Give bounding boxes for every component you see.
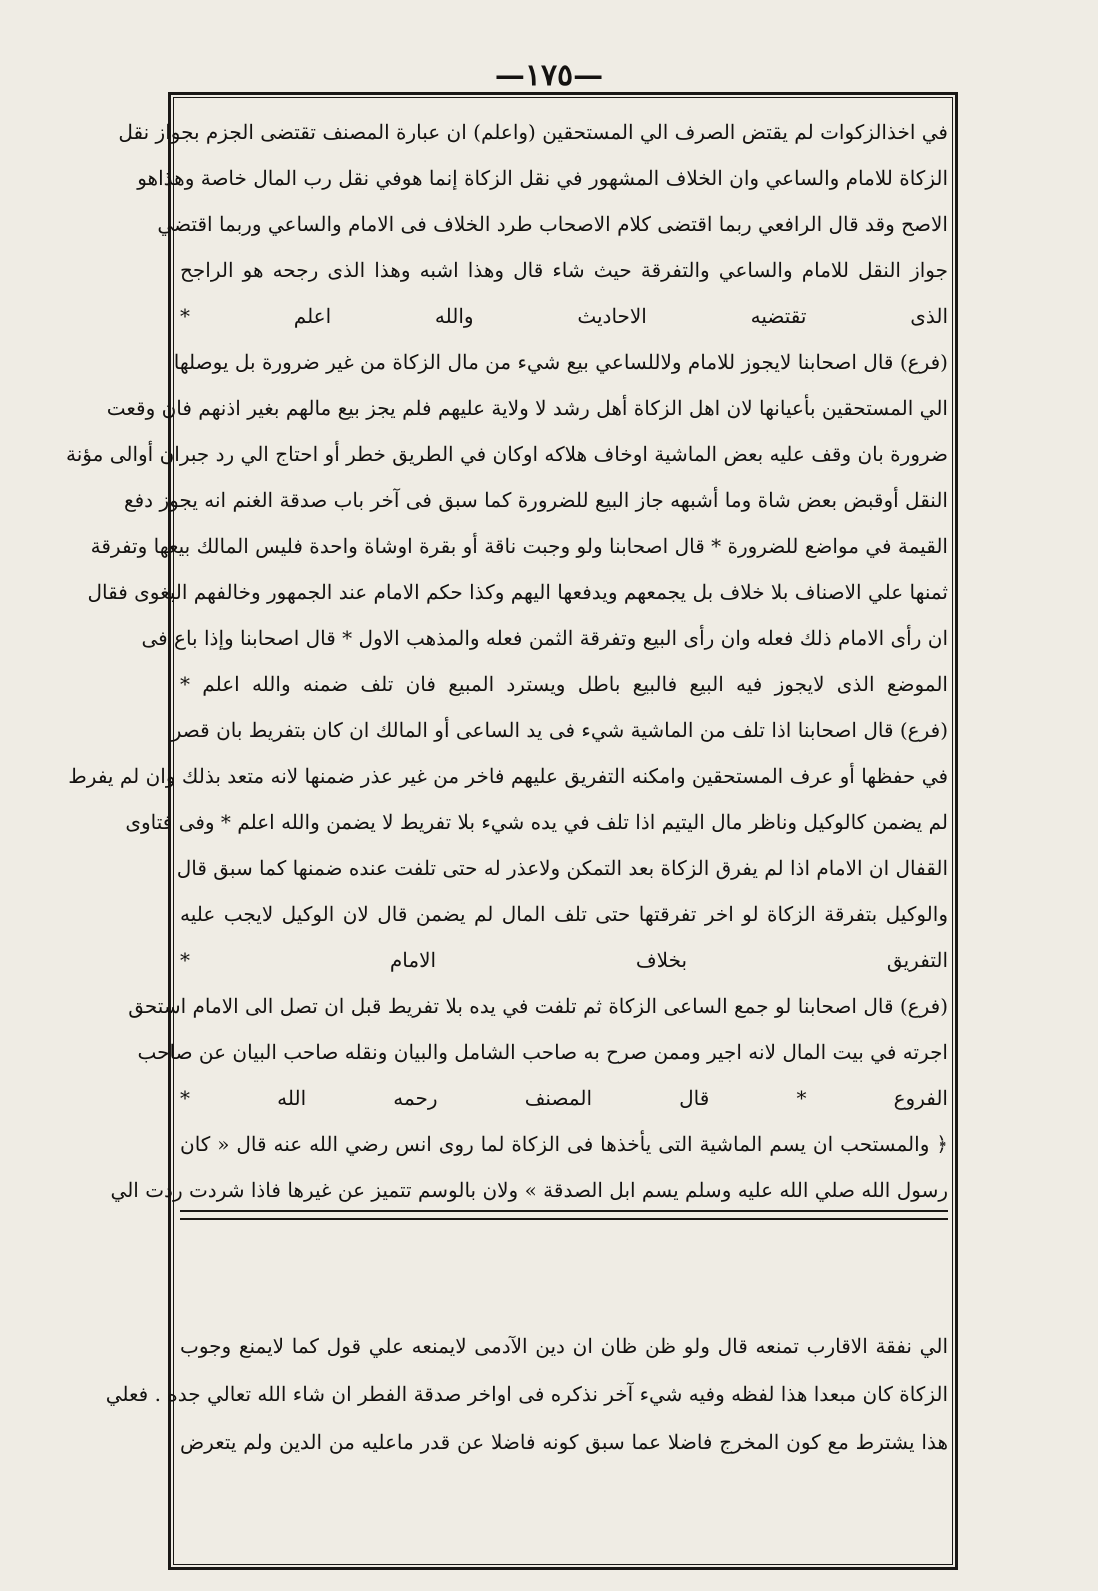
text-line: الي المستحقين بأعيانها لان اهل الزكاة أهل رشد لا ولاية عليهم فلم يجز بيع مالهم بغير اذنهم فان وقعت: [106, 396, 948, 420]
text-line: ثمنها علي الاصناف بلا خلاف بل يجمعهم ويدفعها اليهم وكذا حكم الامام عند الجمهور وخالفهم البغوى فقال: [87, 580, 948, 604]
text-line: اجرته في بيت المال لانه اجير وممن صرح به صاحب الشامل والبيان ونقله صاحب البيان عن صاحب: [137, 1040, 948, 1064]
page-number: —١٧٥—: [494, 58, 604, 93]
footnote-separator: [180, 1210, 948, 1212]
footnote-line: الزكاة كان مبعدا هذا لفظه وفيه شيء آخر نذكره فى اواخر صدقة الفطر ان شاء الله تعالي جده . فعلي: [105, 1382, 948, 1406]
text-line: لم يضمن كالوكيل وناظر مال اليتيم اذا تلف في يده شيء بلا تفريط لا يضمن والله اعلم * وفى فتاوى: [125, 810, 948, 834]
text-line: الذى تقتضيه الاحاديث والله اعلم *: [180, 304, 948, 328]
text-line: في اخذالزكوات لم يقتض الصرف الي المستحقين (واعلم) ان عبارة المصنف تقتضى الجزم بجواز نقل: [118, 120, 948, 144]
text-line: (فرع) قال اصحابنا لو جمع الساعى الزكاة ثم تلفت في يده بلا تفريط قبل ان تصل الى الامام استحق: [128, 994, 948, 1018]
footnote-separator: [180, 1218, 948, 1220]
text-line: النقل أوقبض بعض شاة وما أشبهه جاز البيع للضرورة كما سبق فى آخر باب صدقة الغنم انه يجوز دفع: [123, 488, 948, 512]
text-line: الزكاة للامام والساعي وان الخلاف المشهور في نقل الزكاة إنما هوفي نقل رب المال خاصة وهذاهو: [137, 166, 948, 190]
footnote-line: الي نفقة الاقارب تمنعه قال ولو ظن ظان ان دين الآدمى لايمنعه علي قول كما لايمنع وجوب: [180, 1334, 948, 1358]
text-line: القيمة في مواضع للضرورة * قال اصحابنا ولو وجبت ناقة أو بقرة اوشاة واحدة فليس المالك بيعها وتفرقة: [90, 534, 948, 558]
text-line: جواز النقل للامام والساعي والتفرقة حيث شاء قال وهذا اشبه وهذا الذى رجحه هو الراجح: [180, 258, 948, 282]
text-line: ﴿ والمستحب ان يسم الماشية التى يأخذها فى الزكاة لما روى انس رضي الله عنه قال « كان: [180, 1132, 948, 1156]
text-line: الفروع * قال المصنف رحمه الله *: [180, 1086, 948, 1110]
text-line: الاصح وقد قال الرافعي ربما اقتضى كلام الاصحاب طرد الخلاف فى الامام والساعي وربما اقتضي: [157, 212, 948, 236]
text-line: والوكيل بتفرقة الزكاة لو اخر تفرقتها حتى تلف المال لم يضمن قال لان الوكيل لايجب عليه: [180, 902, 948, 926]
footnote-line: هذا يشترط مع كون المخرج فاضلا عما سبق كونه فاضلا عن قدر ماعليه من الدين ولم يتعرض: [180, 1430, 948, 1454]
text-line: رسول الله صلي الله عليه وسلم يسم ابل الصدقة » ولان بالوسم تتميز عن غيرها فاذا شردت ردت الي: [110, 1178, 948, 1202]
text-line: القفال ان الامام اذا لم يفرق الزكاة بعد التمكن ولاعذر له حتى تلفت عنده ضمنها كما سبق قال: [176, 856, 948, 880]
text-line: (فرع) قال اصحابنا اذا تلف من الماشية شيء فى يد الساعى أو المالك ان كان بتفريط بان قصر: [171, 718, 948, 742]
text-line: (فرع) قال اصحابنا لايجوز للامام ولاللساعي بيع شيء من مال الزكاة من غير ضرورة بل يوصلها: [173, 350, 948, 374]
text-line: الموضع الذى لايجوز فيه البيع فالبيع باطل ويسترد المبيع فان تلف ضمنه والله اعلم *: [180, 672, 948, 696]
text-line: التفريق بخلاف الامام *: [180, 948, 948, 972]
text-line: ان رأى الامام ذلك فعله وان رأى البيع وتفرقة الثمن فعله والمذهب الاول * قال اصحابنا وإذا باع فى: [141, 626, 948, 650]
main-text: [66, 112, 948, 1552]
text-line: ضرورة بان وقف عليه بعض الماشية اوخاف هلاكه اوكان في الطريق خطر أو احتاج الي رد جبران أوالى مؤنة: [66, 442, 948, 466]
text-line: في حفظها أو عرف المستحقين وامكنه التفريق عليهم فاخر من غير عذر ضمنها لانه متعد بذلك وان لم يفرط: [68, 764, 948, 788]
